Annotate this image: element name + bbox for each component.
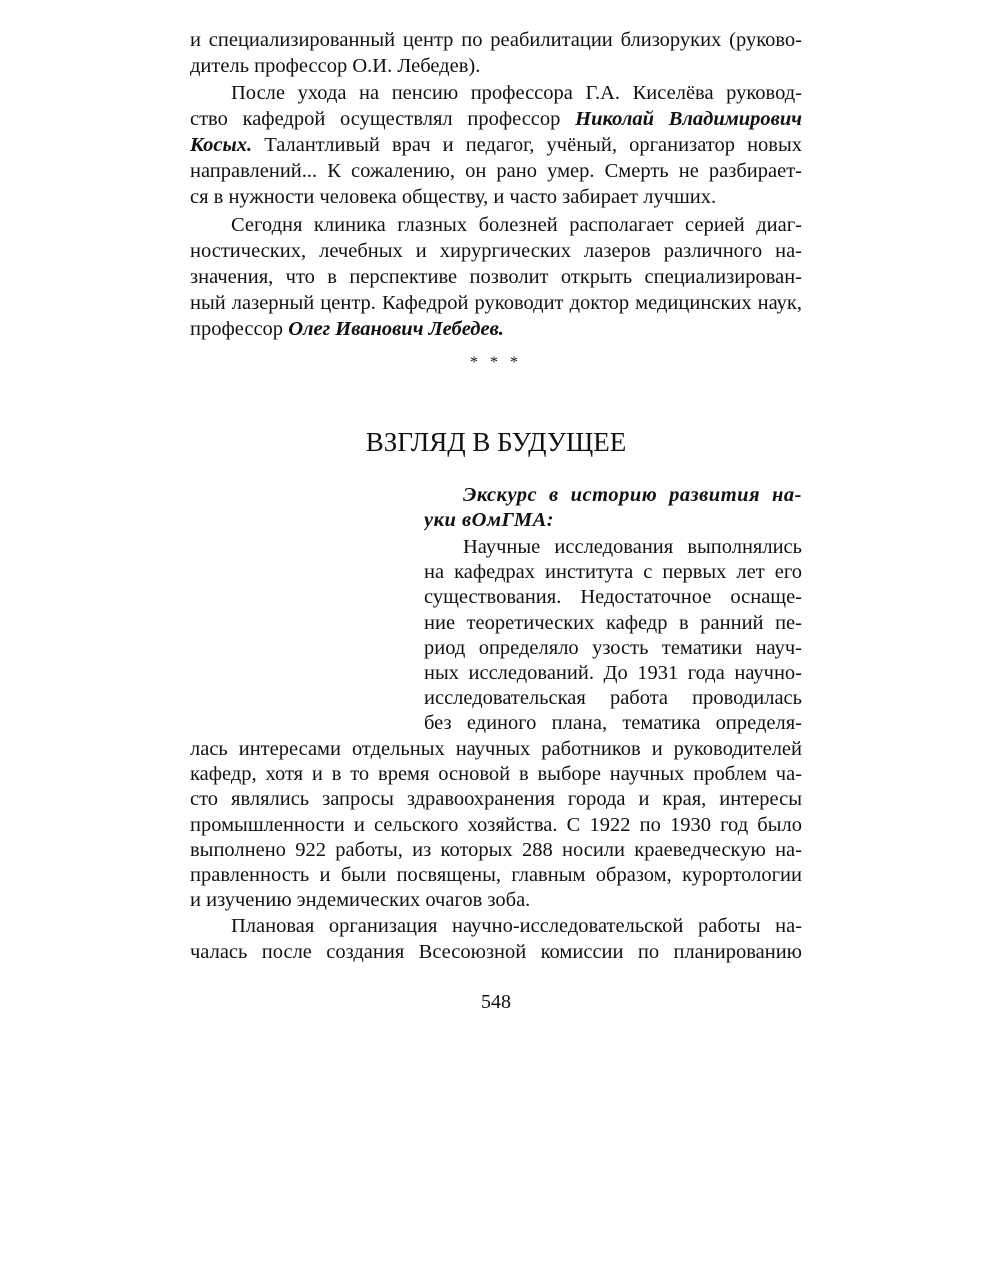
subtitle-line-2: уки вОмГМА: (424, 509, 555, 531)
paragraph-2-line-4: направлений... К сожалению, он рано умер. Смерть не разбирает- (190, 160, 802, 182)
person-name-lebedev: Олег Иванович Лебедев. (288, 318, 504, 340)
paragraph-4-line-3: существования. Недостаточное оснаще- (424, 586, 802, 608)
paragraph-2-line-1: После ухода на пенсию профессора Г.А. Киселёва руковод- (231, 82, 802, 104)
paragraph-4-line-1: Научные исследования выполнялись (463, 536, 802, 558)
paragraph-4-line-2: на кафедрах института с первых лет его (424, 561, 802, 583)
person-name-kosykh: Николай Владимирович (575, 108, 802, 130)
paragraph-4-line-11: сто являлись запросы здравоохранения города и края, интересы (190, 788, 802, 810)
paragraph-1-line-1: и специализированный центр по реабилитации близоруких (руково- (190, 29, 802, 51)
paragraph-4-line-10: кафедр, хотя и в то время основой в выборе научных проблем ча- (190, 763, 802, 785)
paragraph-4-line-15: и изучению эндемических очагов зоба. (190, 889, 531, 911)
paragraph-4-line-9: лась интересами отдельных научных работников и руководителей (190, 738, 802, 760)
subtitle-line-1: Экскурс в историю развития на- (463, 484, 802, 506)
paragraph-3-line-2: ностических, лечебных и хирургических лазеров различного на- (190, 240, 802, 262)
paragraph-3-line-3: значения, что в перспективе позволит открыть специализирован- (190, 266, 802, 288)
paragraph-4-line-5: риод определяло узость тематики науч- (424, 637, 802, 659)
paragraph-2-text: Талантливый врач и педагог, учёный, организатор новых (252, 134, 802, 156)
paragraph-4-line-14: правленность и были посвящены, главным образом, курортологии (190, 864, 802, 886)
paragraph-1-line-2: дитель профессор О.И. Лебедев). (190, 55, 481, 77)
paragraph-2-line-3 (190, 132, 802, 159)
section-title: ВЗГЛЯД В БУДУЩЕЕ (365, 427, 627, 457)
paragraph-3-text: профессор (190, 318, 289, 340)
paragraph-3-line-1: Сегодня клиника глазных болезней располагает серией диаг- (231, 214, 802, 236)
paragraph-2-line-2 (190, 106, 802, 133)
paragraph-4-line-8: без единого плана, тематика определя- (424, 712, 802, 734)
paragraph-4-line-12: промышленности и сельского хозяйства. С 1922 по 1930 год было (190, 814, 802, 836)
paragraph-5-line-2: чалась после создания Всесоюзной комиссии по планированию (190, 941, 802, 963)
paragraph-4-line-7: исследовательская работа проводилась (424, 687, 802, 709)
person-surname-kosykh: Косых. (190, 134, 253, 156)
paragraph-2-line-5: ся в нужности человека обществу, и часто забирает лучших. (190, 186, 717, 208)
section-separator: * * * (470, 354, 522, 371)
paragraph-4-line-4: ние теоретических кафедр в ранний пе- (424, 612, 802, 634)
paragraph-2-text: ство кафедрой осуществлял профессор (190, 108, 576, 130)
paragraph-3-line-4: ный лазерный центр. Кафедрой руководит доктор медицинских наук, (190, 292, 802, 314)
paragraph-4-line-13: выполнено 922 работы, из которых 288 носили краеведческую на- (190, 839, 802, 861)
paragraph-3-line-5 (190, 316, 802, 343)
paragraph-5-line-1: Плановая организация научно-исследовательской работы на- (231, 915, 802, 937)
page-number: 548 (481, 991, 511, 1013)
paragraph-4-line-6: ных исследований. До 1931 года научно- (424, 662, 802, 684)
